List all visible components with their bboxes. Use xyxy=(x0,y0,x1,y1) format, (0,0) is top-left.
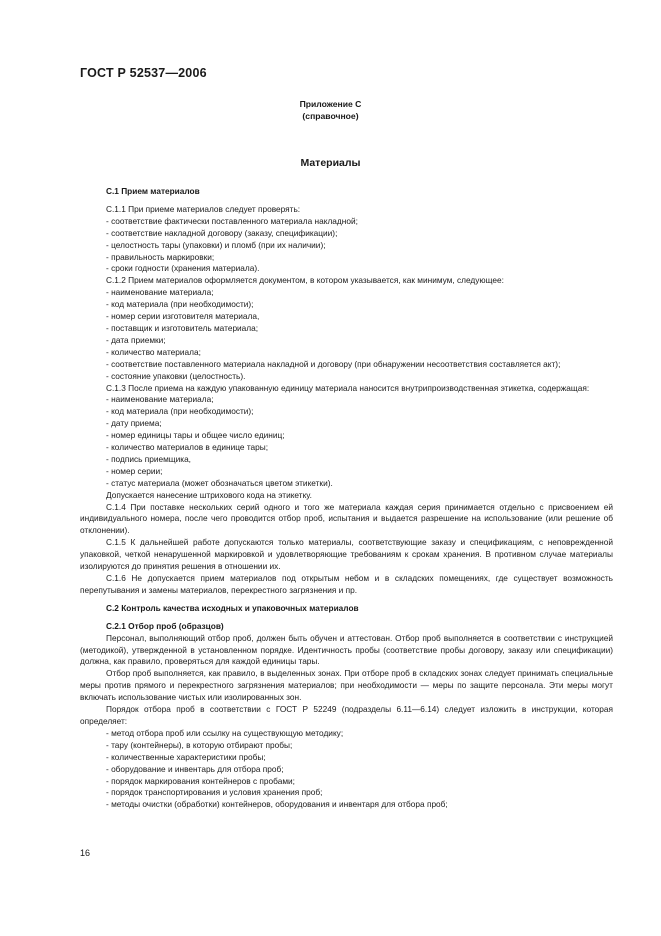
list-item: - дата приемки; xyxy=(106,334,166,345)
list-item: - номер единицы тары и общее число единиц; xyxy=(106,430,285,441)
list-item: - порядок маркирования контейнеров с пробами; xyxy=(106,775,295,786)
paragraph-c1-4: С.1.4 При поставке нескольких серий одного и того же материала каждая серия принимается отдельно с присвоением ей индивидуального номера, после чего проводится отбор проб, испытания и выдается разрешение на использование (или решение об отклонении). xyxy=(80,501,613,536)
document-body xyxy=(80,186,613,811)
paragraph-c2-1-p2: Отбор проб выполняется, как правило, в выделенных зонах. При отборе проб в складских зонах следует принимать специальные меры против прямого и перекрестного загрязнения материалов; при необходимости — меры по защите персонала. Эти меры могут включать использование чистых или изолированных зон. xyxy=(80,668,613,703)
paragraph-c1-1: С.1.1 При приеме материалов следует проверять: xyxy=(106,203,301,214)
list-item: - правильность маркировки; xyxy=(106,251,215,262)
subsection-heading-c2-1: С.2.1 Отбор проб (образцов) xyxy=(106,620,224,631)
annex-title: Приложение С xyxy=(299,99,362,109)
list-item: - количество материалов в единице тары; xyxy=(106,442,269,453)
list-item: - порядок транспортирования и условия хранения проб; xyxy=(106,787,323,798)
list-item: - состояние упаковки (целостность). xyxy=(106,370,246,381)
list-item: - количественные характеристики пробы; xyxy=(106,751,266,762)
list-item: - номер серии изготовителя материала, xyxy=(106,311,260,322)
list-item: - код материала (при необходимости); xyxy=(106,406,254,417)
list-item: - статус материала (может обозначаться цветом этикетки). xyxy=(106,477,333,488)
list-item: - количество материала; xyxy=(106,346,201,357)
list-item: - номер серии; xyxy=(106,465,163,476)
section-heading-c2: С.2 Контроль качества исходных и упаковочных материалов xyxy=(106,602,359,613)
list-item-long: - соответствие поставленного материала накладной и договору (при обнаружении несоответствия составляется акт); xyxy=(106,358,561,369)
section-heading-c1: С.1 Прием материалов xyxy=(106,186,200,196)
paragraph-c2-1-p1: Персонал, выполняющий отбор проб, должен быть обучен и аттестован. Отбор проб выполняется в соответствии с инструкцией (методикой), утвержденной в установленном порядке. Идентичность пробы (соответствие пробы договору, заказу или спецификации) должна, как правило, проверяться для каждой единицы тары. xyxy=(80,632,613,667)
list-item: - метод отбора проб или ссылку на существующую методику; xyxy=(106,727,344,738)
list-item: - наименование материала; xyxy=(106,287,214,298)
paragraph-c1-5: С.1.5 К дальнейшей работе допускаются только материалы, соответствующие заказу и спецификациям, с неповрежденной упаковкой, четкой ненарушенной маркировкой и удовлетворяющие требованиям к срокам хранения. В противном случае материалы изолируются до принятия решения в отношении их. xyxy=(80,537,613,572)
list-item: - целостность тары (упаковки) и пломб (при их наличии); xyxy=(106,239,326,250)
list-item: - код материала (при необходимости); xyxy=(106,299,254,310)
list-item: - наименование материала; xyxy=(106,394,214,405)
paragraph-c1-2: С.1.2 Прием материалов оформляется документом, в котором указывается, как минимум, следующее: xyxy=(106,275,504,286)
list-item: - оборудование и инвентарь для отбора проб; xyxy=(106,763,284,774)
page-title: Материалы xyxy=(300,157,361,169)
paragraph-c2-1-p3: Порядок отбора проб в соответствии с ГОСТ Р 52249 (подразделы 6.11—6.14) следует изложить в инструкции, которая определяет: xyxy=(80,704,613,726)
page-number: 16 xyxy=(80,848,91,858)
list-item: - соответствие фактически поставленного материала накладной; xyxy=(106,215,358,226)
list-item: - методы очистки (обработки) контейнеров, оборудования и инвентаря для отбора проб; xyxy=(106,799,448,810)
list-item: - сроки годности (хранения материала). xyxy=(106,263,260,274)
list-item: - дату приема; xyxy=(106,418,162,429)
annex-subtitle: (справочное) xyxy=(302,111,359,121)
list-item: - поставщик и изготовитель материала; xyxy=(106,322,259,333)
list-item: - тару (контейнеры), в которую отбирают пробы; xyxy=(106,739,293,750)
list-item: - подпись приемщика, xyxy=(106,453,191,464)
paragraph-c1-6: С.1.6 Не допускается прием материалов под открытым небом и в складских помещениях, где существует возможность перепутывания и замены материалов, перекрестного загрязнения и пр. xyxy=(80,573,613,595)
list-item: - соответствие накладной договору (заказу, спецификации); xyxy=(106,227,338,238)
note-barcode: Допускается нанесение штрихового кода на этикетку. xyxy=(106,489,312,500)
standard-code: ГОСТ Р 52537—2006 xyxy=(80,66,207,80)
paragraph-c1-3: С.1.3 После приема на каждую упакованную единицу материала наносится внутрипроизводственная этикетка, содержащая: xyxy=(106,382,590,393)
